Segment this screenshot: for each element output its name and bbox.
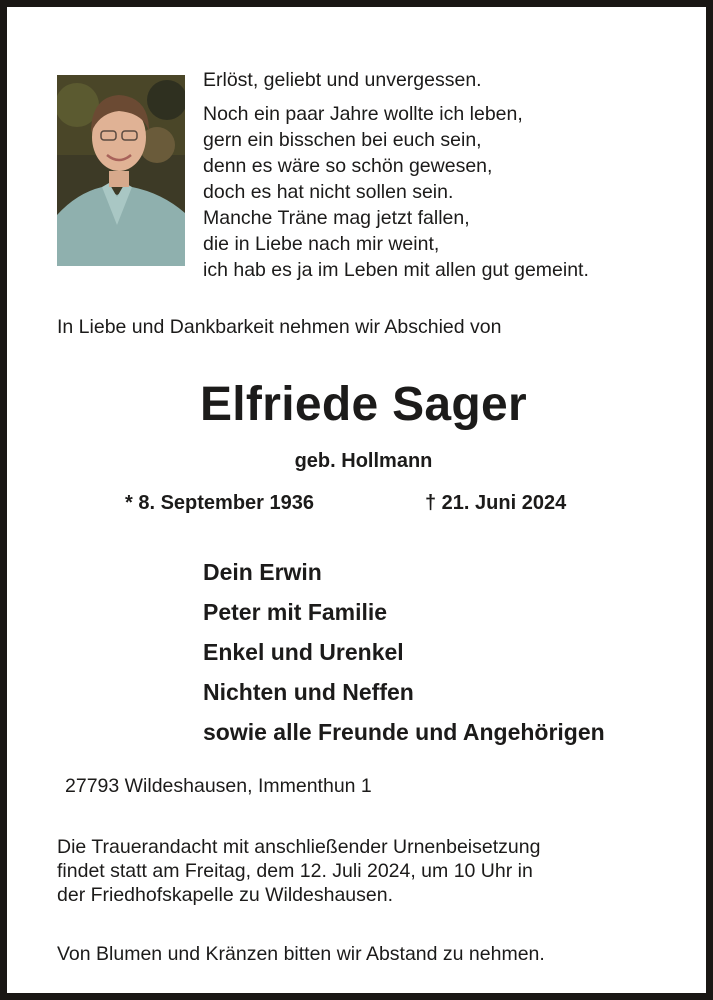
deceased-name: Elfriede Sager: [199, 378, 527, 431]
birth-name: geb. Hollmann: [294, 450, 433, 472]
poem: [203, 67, 589, 283]
death-date: † 21. Juni 2024: [425, 492, 567, 514]
poem-intro: Erlöst, geliebt und unvergessen.: [203, 69, 482, 91]
birth-date: * 8. September 1936: [125, 492, 314, 514]
farewell-line: In Liebe und Dankbarkeit nehmen wir Abschied von: [57, 316, 502, 338]
poem-line: gern ein bisschen bei euch sein,: [203, 129, 482, 151]
service-line: findet statt am Freitag, dem 12. Juli 2024, um 10 Uhr in: [57, 860, 533, 882]
service-line: der Friedhofskapelle zu Wildeshausen.: [57, 884, 394, 906]
service-info: [57, 835, 677, 907]
poem-line: Manche Träne mag jetzt fallen,: [203, 207, 470, 229]
poem-line: die in Liebe nach mir weint,: [203, 233, 440, 255]
mourner: Enkel und Urenkel: [203, 639, 404, 665]
portrait-photo: [57, 75, 185, 266]
flowers-note: Von Blumen und Kränzen bitten wir Abstand zu nehmen.: [57, 943, 545, 965]
mourner: Peter mit Familie: [203, 599, 388, 625]
poem-line: denn es wäre so schön gewesen,: [203, 155, 493, 177]
service-line: Die Trauerandacht mit anschließender Urnenbeisetzung: [57, 836, 541, 858]
address: 27793 Wildeshausen, Immenthun 1: [65, 775, 372, 797]
mourner: Nichten und Neffen: [203, 679, 414, 705]
mourner: sowie alle Freunde und Angehörigen: [203, 719, 605, 745]
mourners-list: [203, 552, 605, 752]
poem-line: ich hab es ja im Leben mit allen gut gemeint.: [203, 259, 589, 281]
poem-line: doch es hat nicht sollen sein.: [203, 181, 454, 203]
mourner: Dein Erwin: [203, 559, 322, 585]
poem-line: Noch ein paar Jahre wollte ich leben,: [203, 103, 523, 125]
